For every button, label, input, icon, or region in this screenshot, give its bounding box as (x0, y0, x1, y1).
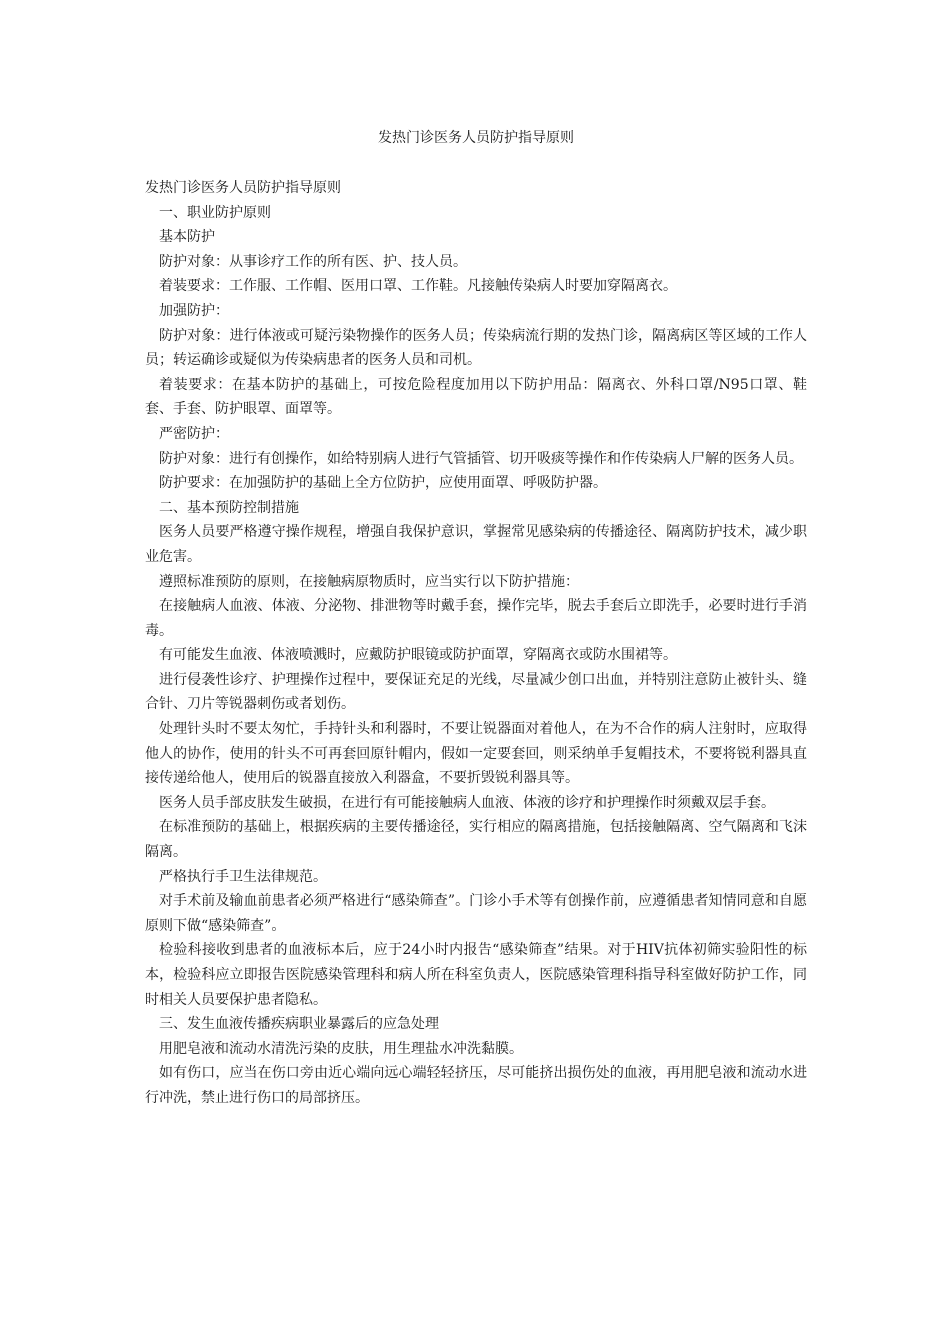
paragraph: 着装要求：工作服、工作帽、医用口罩、工作鞋。凡接触传染病人时要加穿隔离衣。 (159, 278, 677, 295)
paragraph: 有可能发生血液、体液喷溅时，应戴防护眼镜或防护面罩，穿隔离衣或防水围裙等。 (159, 647, 677, 664)
paragraph: 进行侵袭性诊疗、护理操作过程中，要保证充足的光线，尽量减少创口出血，并特别注意防止被针头、缝合针、刀片等锐器刺伤或者划伤。 (145, 671, 807, 713)
section-heading: 三、发生血液传播疾病职业暴露后的应急处理 (159, 1016, 439, 1033)
paragraph: 如有伤口，应当在伤口旁由近心端向远心端轻轻挤压，尽可能挤出损伤处的血液，再用肥皂液和流动水进行冲洗，禁止进行伤口的局部挤压。 (145, 1065, 807, 1106)
subsection-heading: 加强防护： (159, 302, 229, 319)
paragraph: 对手术前及输血前患者必须严格进行“感染筛查”。门诊小手术等有创操作前，应遵循患者知情同意和自愿原则下做“感染筛查”。 (145, 893, 807, 934)
paragraph: 着装要求：在基本防护的基础上，可按危险程度加用以下防护用品：隔离衣、外科口罩/N95口罩、鞋套、手套、防护眼罩、面罩等。 (145, 376, 807, 418)
section-heading: 二、基本预防控制措施 (159, 499, 299, 516)
section-heading: 一、职业防护原则 (159, 204, 271, 221)
paragraph: 医务人员手部皮肤发生破损，在进行有可能接触病人血液、体液的诊疗和护理操作时须戴双层手套。 (159, 794, 775, 811)
paragraph: 在接触病人血液、体液、分泌物、排泄物等时戴手套，操作完毕，脱去手套后立即洗手，必要时进行手消毒。 (145, 598, 807, 639)
paragraph: 发热门诊医务人员防护指导原则 (145, 180, 341, 196)
paragraph: 防护要求：在加强防护的基础上全方位防护，应使用面罩、呼吸防护器。 (159, 475, 607, 492)
document-body (145, 176, 807, 1111)
paragraph: 在标准预防的基础上，根据疾病的主要传播途径，实行相应的隔离措施，包括接触隔离、空气隔离和飞沫隔离。 (145, 819, 807, 861)
paragraph: 防护对象：从事诊疗工作的所有医、护、技人员。 (159, 253, 467, 270)
paragraph: 遵照标准预防的原则，在接触病原物质时，应当实行以下防护措施： (159, 573, 579, 590)
paragraph: 处理针头时不要太匆忙，手持针头和利器时，不要让锐器面对着他人，在为不合作的病人注射时，应取得他人的协作，使用的针头不可再套回原针帽内，假如一定要套回，则采纳单手复帽技术，不要将锐利器具直接传递给他人，使用后的锐器直接放入利器盒，不要折毁锐利器具等。 (145, 721, 807, 787)
document-title: 发热门诊医务人员防护指导原则 (378, 130, 574, 146)
paragraph: 防护对象：进行有创操作，如给特别病人进行气管插管、切开吸痰等操作和作传染病人尸解的医务人员。 (159, 450, 803, 467)
paragraph: 用肥皂液和流动水清洗污染的皮肤，用生理盐水冲洗黏膜。 (159, 1040, 523, 1057)
paragraph: 医务人员要严格遵守操作规程，增强自我保护意识，掌握常见感染病的传播途径、隔离防护技术，减少职业危害。 (145, 524, 807, 565)
subsection-heading: 严密防护： (159, 425, 229, 442)
paragraph: 严格执行手卫生法律规范。 (159, 868, 327, 885)
paragraph: 检验科接收到患者的血液标本后，应于24小时内报告“感染筛查”结果。对于HIV抗体初筛实验阳性的标本，检验科应立即报告医院感染管理科和病人所在科室负责人，医院感染管理科指导科室做好防护工作，同时相关人员要保护患者隐私。 (145, 942, 807, 1008)
paragraph: 防护对象：进行体液或可疑污染物操作的医务人员；传染病流行期的发热门诊，隔离病区等区域的工作人员；转运确诊或疑似为传染病患者的医务人员和司机。 (145, 327, 807, 369)
subsection-heading: 基本防护 (159, 229, 215, 246)
